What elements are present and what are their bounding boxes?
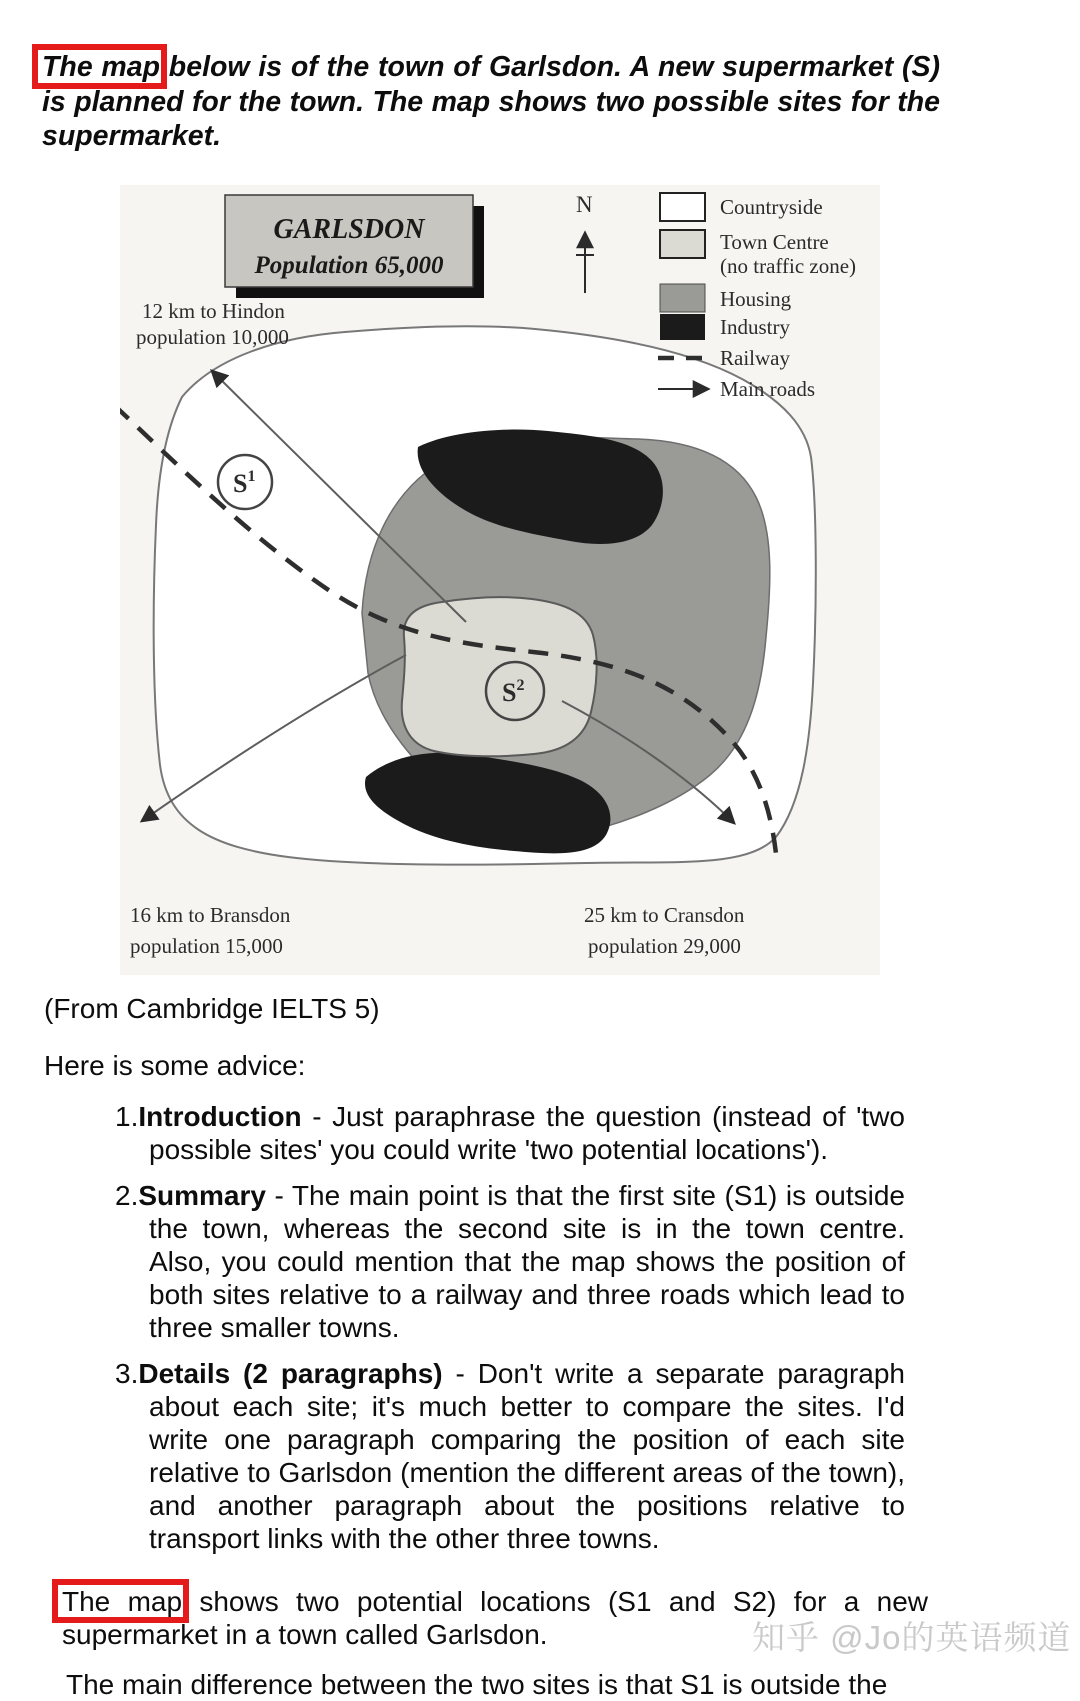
- advice-item-3-term: Details (2 paragraphs): [138, 1358, 443, 1389]
- hindon-label-line1: 12 km to Hindon: [142, 299, 285, 323]
- highlight-box-closing: The map: [62, 1586, 183, 1617]
- legend-swatch-housing: [660, 284, 705, 312]
- bransdon-label-line1: 16 km to Bransdon: [130, 903, 291, 927]
- hindon-label-line2: population 10,000: [136, 325, 289, 349]
- map-title: GARLSDON: [273, 214, 425, 245]
- advice-intro: Here is some advice:: [44, 1050, 306, 1081]
- garlsdon-map-figure: [120, 185, 880, 975]
- legend-sublabel-town-centre: (no traffic zone): [720, 254, 857, 278]
- advice-item-2-number: 2.: [115, 1180, 139, 1211]
- advice-item-1-text: - Just paraphrase the question (instead of 'two possible sites' you could write 'two potential locations').: [149, 1101, 905, 1165]
- advice-list: [115, 1100, 905, 1568]
- legend-swatch-town-centre: [660, 230, 705, 258]
- north-arrow: [576, 192, 594, 293]
- advice-item-3-text: - Don't write a separate paragraph about each site; it's much better to compare the sites. I'd write one paragraph comparing the position of each site relative to Garlsdon (mention the different areas of the town), and another paragraph about the positions relative to transport links with the other three towns.: [149, 1358, 905, 1554]
- map-population: Population 65,000: [254, 252, 444, 279]
- s2-letter: S: [502, 678, 517, 707]
- cransdon-label-line1: 25 km to Cransdon: [584, 903, 745, 927]
- legend-label-main-roads: Main roads: [720, 377, 816, 401]
- zhihu-watermark: 知乎 @Jo的英语频道: [752, 1619, 1072, 1656]
- advice-item-3-number: 3.: [115, 1358, 139, 1389]
- garlsdon-map-svg: [120, 185, 880, 975]
- advice-item-2-term: Summary: [138, 1180, 266, 1211]
- highlight-box-heading: The map: [42, 51, 161, 83]
- cransdon-label-line2: population 29,000: [588, 934, 741, 958]
- map-title-box: [225, 195, 484, 298]
- advice-item-2: [115, 1179, 905, 1344]
- advice-item-2-text: - The main point is that the first site (S1) is outside the town, whereas the second site is in the town centre. Also, you could mention that the map shows the position of both sites relative to a railway and three roads which lead to three smaller towns.: [149, 1180, 905, 1343]
- legend-swatch-countryside: [660, 193, 705, 221]
- task-heading-text: below is of the town of Garlsdon. A new supermarket (S) is planned for the town. The map shows two possible sites for the supermarket.: [42, 51, 940, 152]
- legend-label-railway: Railway: [720, 346, 790, 370]
- advice-item-1-term: Introduction: [138, 1101, 302, 1132]
- legend-label-town-centre: Town Centre: [720, 230, 829, 254]
- bransdon-label-line2: population 15,000: [130, 934, 283, 958]
- advice-item-1: [115, 1100, 905, 1166]
- advice-item-1-number: 1.: [115, 1101, 139, 1132]
- north-label: N: [576, 192, 593, 217]
- legend-label-countryside: Countryside: [720, 195, 823, 219]
- site-marker-s1: [218, 455, 272, 509]
- source-note: (From Cambridge IELTS 5): [44, 993, 380, 1024]
- task-heading: [42, 50, 940, 154]
- cutoff-line: The main difference between the two sites is that S1 is outside the: [66, 1669, 888, 1700]
- closing-paragraph-text: shows two potential locations (S1 and S2) for a new supermarket in a town called Garlsdon.: [62, 1586, 929, 1650]
- legend-label-industry: Industry: [720, 315, 790, 339]
- site-marker-s2: [486, 662, 544, 720]
- s1-superscript: 1: [247, 468, 256, 485]
- legend-swatch-industry: [660, 314, 705, 340]
- advice-item-3: [115, 1357, 905, 1555]
- s2-superscript: 2: [516, 677, 525, 694]
- legend-label-housing: Housing: [720, 287, 792, 311]
- s1-letter: S: [233, 469, 248, 498]
